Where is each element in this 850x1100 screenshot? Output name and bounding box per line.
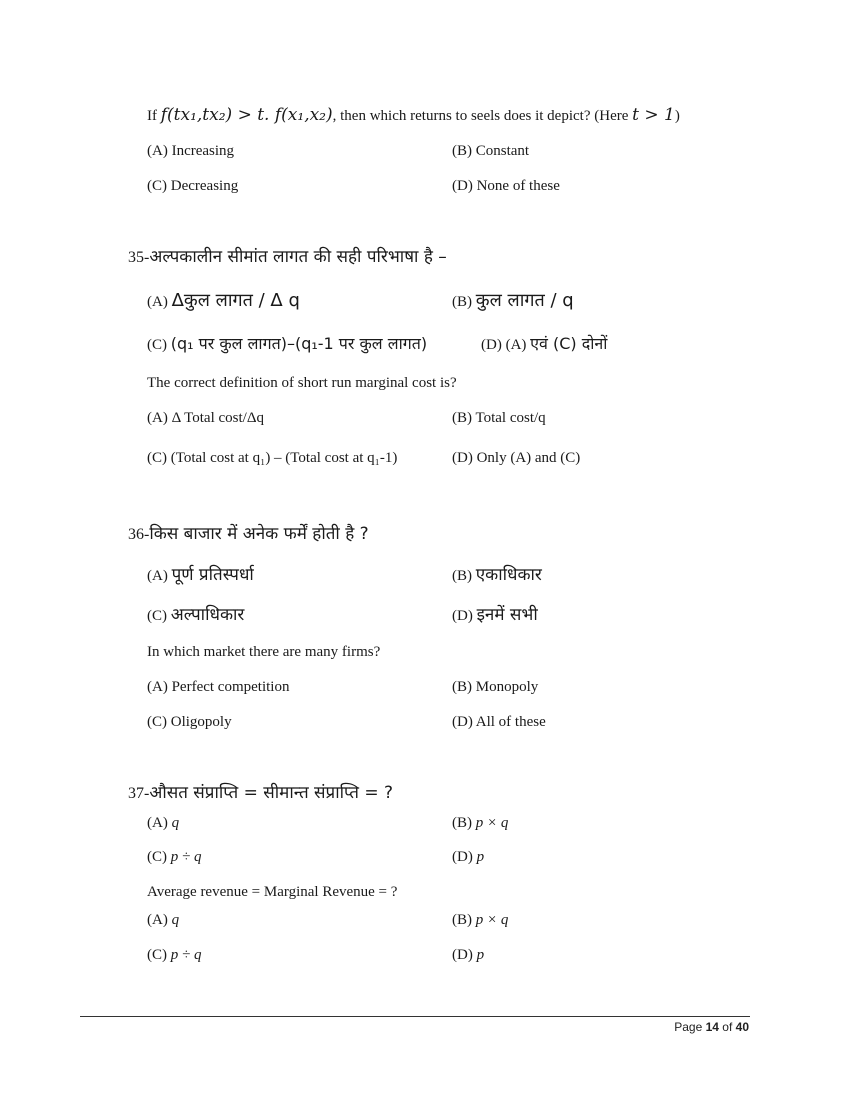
q36-english-option-a: (A) Perfect competition bbox=[147, 679, 290, 695]
q34-stem bbox=[147, 105, 680, 125]
q37-number: 37- bbox=[128, 785, 150, 802]
q35-hindi-option-c-text: (q₁ पर कुल लागत)–(q₁-1 पर कुल लागत) bbox=[170, 334, 428, 353]
page-label: Page bbox=[674, 1020, 706, 1034]
q37-hindi-option-a bbox=[147, 815, 179, 832]
q36-hindi-question bbox=[128, 521, 369, 544]
q37-hindi-option-c-text: p ÷ q bbox=[170, 849, 202, 865]
q36-hindi-option-d-text: इनमें सभी bbox=[476, 605, 538, 625]
q35-hindi-question-text: अल्पकालीन सीमांत लागत की सही परिभाषा है – bbox=[149, 247, 447, 267]
q37-hindi-option-d-text: p bbox=[476, 849, 485, 865]
q34-stem-condition: t > 1 bbox=[632, 105, 675, 125]
q37-hindi-option-c-label: (C) bbox=[147, 849, 171, 865]
q36-hindi-option-d bbox=[452, 602, 538, 625]
q37-english-option-d bbox=[452, 947, 484, 964]
q35-hindi-option-a-text: Δकुल लागत / Δ q bbox=[171, 290, 300, 311]
q35-hindi-option-a-label: (A) bbox=[147, 294, 172, 310]
q37-english-option-b-text: p × q bbox=[475, 912, 509, 928]
q37-hindi-option-a-label: (A) bbox=[147, 815, 172, 831]
q37-hindi-option-d-label: (D) bbox=[452, 849, 477, 865]
q34-option-a: (A) Increasing bbox=[147, 143, 235, 159]
q37-english-option-a bbox=[147, 912, 179, 929]
q36-english-question: In which market there are many firms? bbox=[147, 644, 381, 660]
q35-hindi-option-c bbox=[147, 332, 427, 354]
q37-english-question: Average revenue = Marginal Revenue = ? bbox=[147, 884, 398, 900]
q35-english-question: The correct definition of short run marginal cost is? bbox=[147, 375, 457, 391]
q36-english-option-c: (C) Oligopoly bbox=[147, 714, 232, 730]
q36-english-option-d: (D) All of these bbox=[452, 714, 546, 730]
q35-english-option-c: (C) (Total cost at q₁) – (Total cost at q₁-1) bbox=[147, 450, 398, 466]
page-current: 14 bbox=[705, 1020, 719, 1034]
q36-hindi-option-c bbox=[147, 602, 244, 625]
q37-hindi-option-b bbox=[452, 815, 508, 832]
footer-divider bbox=[80, 1016, 750, 1017]
q36-hindi-option-d-label: (D) bbox=[452, 608, 477, 624]
q37-english-option-b-label: (B) bbox=[452, 912, 476, 928]
q36-hindi-option-c-text: अल्पाधिकार bbox=[170, 605, 245, 625]
q37-english-option-d-label: (D) bbox=[452, 947, 477, 963]
q37-hindi-option-c bbox=[147, 849, 201, 866]
q34-stem-text: , then which returns to seels does it depict? (Here bbox=[332, 108, 633, 124]
q35-english-option-b: (B) Total cost/q bbox=[452, 410, 546, 426]
q36-hindi-question-text: किस बाजार में अनेक फर्में होती है ? bbox=[149, 524, 369, 544]
q35-hindi-option-b-text: कुल लागत / q bbox=[475, 290, 574, 311]
q37-hindi-option-b-label: (B) bbox=[452, 815, 476, 831]
q34-stem-prefix: If bbox=[147, 108, 161, 124]
q35-number: 35- bbox=[128, 249, 150, 266]
q35-english-option-a: (A) Δ Total cost/Δq bbox=[147, 410, 264, 426]
q35-hindi-option-b-label: (B) bbox=[452, 294, 476, 310]
q36-hindi-option-b-label: (B) bbox=[452, 568, 476, 584]
q36-hindi-option-a-label: (A) bbox=[147, 568, 172, 584]
q35-hindi-option-a bbox=[147, 288, 300, 312]
q37-hindi-question-text: औसत संप्राप्ति = सीमान्त संप्राप्ति = ? bbox=[149, 783, 394, 803]
q36-english-option-b: (B) Monopoly bbox=[452, 679, 539, 695]
page-total: 40 bbox=[735, 1020, 749, 1034]
page-number bbox=[674, 1020, 749, 1034]
q35-hindi-option-d bbox=[481, 332, 607, 354]
q34-stem-formula: f(tx₁,tx₂) > t. f(x₁,x₂) bbox=[160, 105, 333, 125]
q37-hindi-question bbox=[128, 780, 393, 803]
q37-english-option-a-text: q bbox=[171, 912, 180, 928]
q37-english-option-d-text: p bbox=[476, 947, 485, 963]
q35-hindi-option-d-text: एवं (C) दोनों bbox=[530, 334, 608, 353]
q35-hindi-question bbox=[128, 244, 447, 267]
q35-hindi-option-d-label: (D) (A) bbox=[481, 337, 531, 353]
page-of: of bbox=[718, 1020, 736, 1034]
q36-hindi-option-b-text: एकाधिकार bbox=[475, 565, 542, 585]
q36-number: 36- bbox=[128, 526, 150, 543]
q35-hindi-option-b bbox=[452, 288, 574, 312]
q36-hindi-option-c-label: (C) bbox=[147, 608, 171, 624]
q37-english-option-c-label: (C) bbox=[147, 947, 171, 963]
q37-english-option-b bbox=[452, 912, 508, 929]
q37-english-option-c bbox=[147, 947, 201, 964]
q34-option-b: (B) Constant bbox=[452, 143, 530, 159]
q34-option-c: (C) Decreasing bbox=[147, 178, 239, 194]
q34-option-d: (D) None of these bbox=[452, 178, 560, 194]
q34-stem-suffix: ) bbox=[674, 108, 680, 124]
q36-hindi-option-a-text: पूर्ण प्रतिस्पर्धा bbox=[171, 565, 254, 585]
q35-english-option-d: (D) Only (A) and (C) bbox=[452, 450, 581, 466]
q37-hindi-option-d bbox=[452, 849, 484, 866]
q37-english-option-c-text: p ÷ q bbox=[170, 947, 202, 963]
q37-hindi-option-b-text: p × q bbox=[475, 815, 509, 831]
q37-english-option-a-label: (A) bbox=[147, 912, 172, 928]
q35-hindi-option-c-label: (C) bbox=[147, 337, 171, 353]
q36-hindi-option-a bbox=[147, 562, 254, 585]
q36-hindi-option-b bbox=[452, 562, 542, 585]
q37-hindi-option-a-text: q bbox=[171, 815, 180, 831]
